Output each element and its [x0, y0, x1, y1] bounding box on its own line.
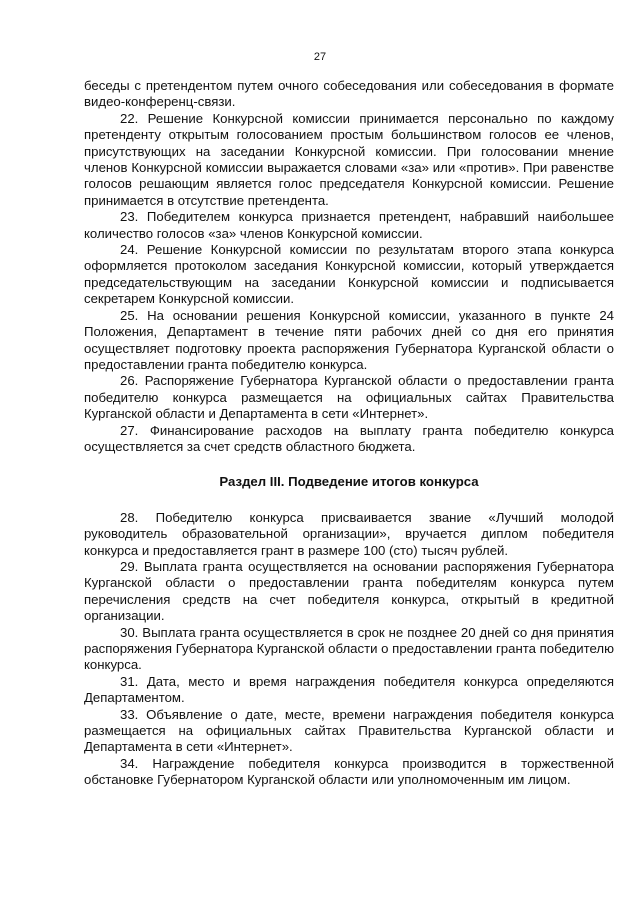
paragraph-34: 34. Награждение победителя конкурса производится в торжественной обстановке Губернатором Курганской области или уполномоченным им лицом. — [84, 755, 614, 788]
paragraph-continuation: беседы с претендентом путем очного собеседования или собеседования в формате видео-конференц-связи. — [84, 78, 614, 110]
paragraph-23: 23. Победителем конкурса признается претендент, набравший наибольшее количество голосов «за» членов Конкурсной комиссии. — [84, 209, 614, 241]
paragraph-26: 26. Распоряжение Губернатора Курганской области о предоставлении гранта победителю конкурса размещается на официальных сайтах Правительства Курганской области и Департамента в сети «Интернет». — [84, 373, 614, 422]
paragraph-28: 28. Победителю конкурса присваивается звание «Лучший молодой руководитель образовательной организации», вручается диплом победителя конкурса и предоставляется грант в размере 100 (сто) тысяч рублей. — [84, 509, 614, 558]
paragraph-24: 24. Решение Конкурсной комиссии по результатам второго этапа конкурса оформляется протоколом заседания Конкурсной комиссии, который утверждается председательствующим на заседании Конкурсной комиссии и подписывается секретарем Конкурсной комиссии. — [84, 242, 614, 307]
paragraph-27: 27. Финансирование расходов на выплату гранта победителю конкурса осуществляется за счет средств областного бюджета. — [84, 422, 614, 454]
document-body — [84, 78, 614, 789]
paragraph-30: 30. Выплата гранта осуществляется в срок не позднее 20 дней со дня принятия распоряжения Губернатора Курганской области о предоставлении гранта победителю конкурса. — [84, 624, 614, 673]
paragraph-22: 22. Решение Конкурсной комиссии принимается персонально по каждому претенденту открытым голосованием простым большинством голосов ее членов, присутствующих на заседании Конкурсной комиссии. При голосовании мнение членов Конкурсной комиссии выражается словами «за» или «против». При равенстве голосов решающим является голос председателя Конкурсной комиссии. Решение принимается в отсутствие претендента. — [84, 110, 614, 208]
paragraph-33: 33. Объявление о дате, месте, времени награждения победителя конкурса размещается на официальных сайтах Правительства Курганской области и Департамента в сети «Интернет». — [84, 706, 614, 755]
paragraph-31: 31. Дата, место и время награждения победителя конкурса определяются Департаментом. — [84, 673, 614, 706]
page-number: 27 — [313, 51, 327, 63]
section-heading: Раздел III. Подведение итогов конкурса — [219, 474, 479, 490]
paragraph-29: 29. Выплата гранта осуществляется на основании распоряжения Губернатора Курганской области о предоставлении гранта победителям конкурса путем перечисления средств на счет победителя конкурса, открытый в кредитной организации. — [84, 558, 614, 624]
paragraph-25: 25. На основании решения Конкурсной комиссии, указанного в пункте 24 Положения, Департамент в течение пяти рабочих дней со дня его принятия осуществляет подготовку проекта распоряжения Губернатора Курганской области о предоставлении гранта победителю конкурса. — [84, 307, 614, 372]
